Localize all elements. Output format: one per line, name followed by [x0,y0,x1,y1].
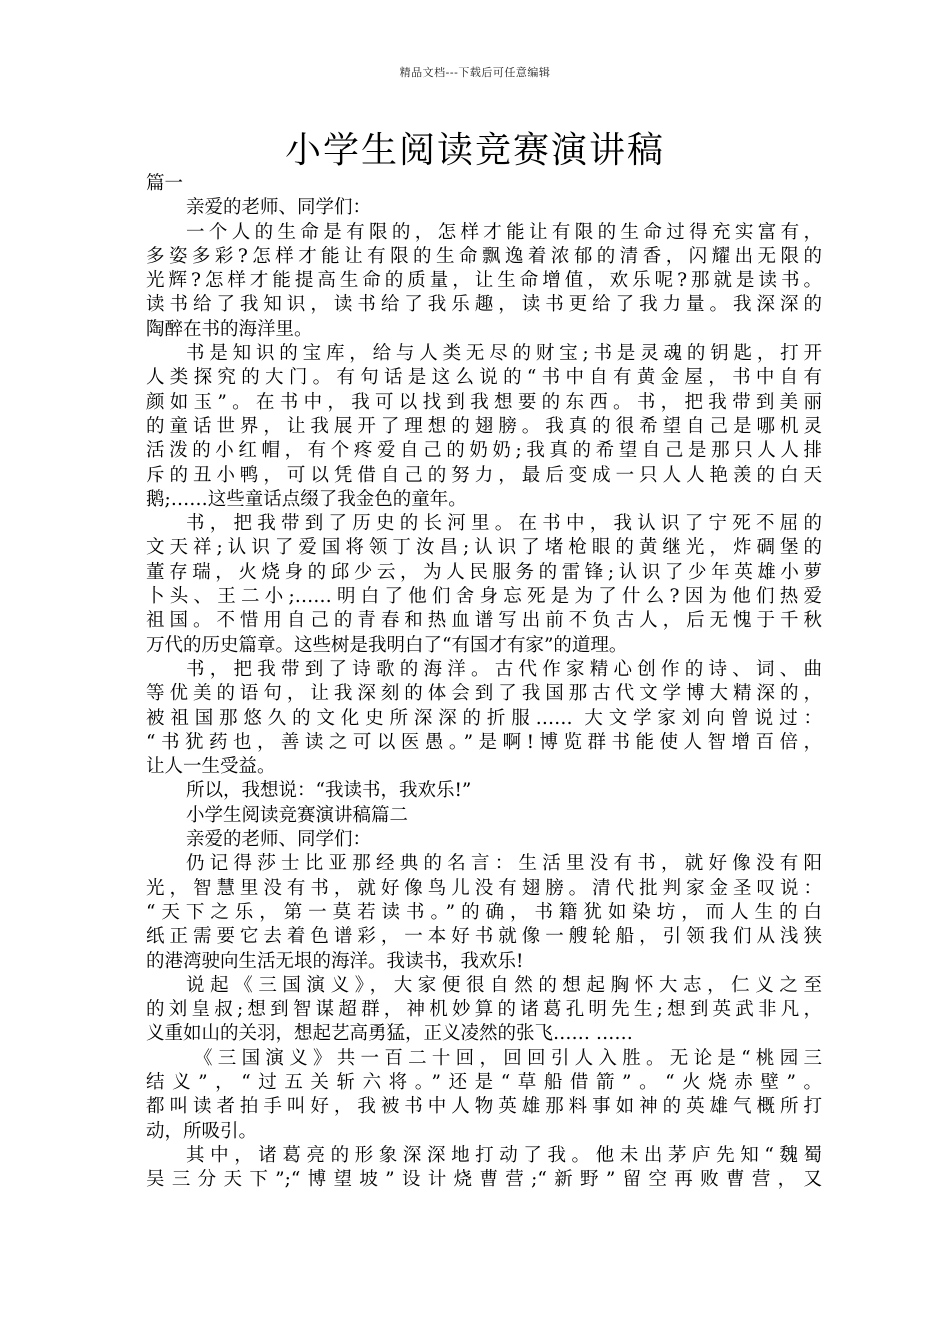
text-line: 被祖国那悠久的文化史所深深的折服…… 大文学家刘向曾说过： [146,707,822,729]
text-line: 人类探究的大门。有句话是这么说的“书中自有黄金屋，书中自有 [146,367,822,389]
text-line: 的童话世界，让我展开了理想的翅膀。我真的很希望自己是哪机灵 [146,415,822,437]
text-line: 一个人的生命是有限的，怎样才能让有限的生命过得充实富有， [186,221,822,243]
text-line: 书是知识的宝库，给与人类无尽的财宝;书是灵魂的钥匙，打开 [186,343,822,365]
text-line: “书犹药也，善读之可以医愚。”是啊!博览群书能使人智增百倍， [146,731,822,753]
text-line: 其中，诸葛亮的形象深深地打动了我。他未出茅庐先知“魏蜀 [186,1144,822,1166]
text-line: 纸正需要它去着色谱彩，一本好书就像一艘轮船，引领我们从浅狭 [146,926,822,948]
text-line: 光，智慧里没有书，就好像鸟儿没有翅膀。清代批判家金圣叹说： [146,877,822,899]
text-line: 动，所吸引。 [146,1120,258,1142]
text-line: 祖国。不惜用自己的青春和热血谱写出前不负古人，后无愧于千秋 [146,610,822,632]
text-line: 结义”，“过五关斩六将。”还是“草船借箭”。“火烧赤壁”。 [146,1071,822,1093]
document-body [146,172,822,1192]
text-line: 所以，我想说：“我读书，我欢乐!” [186,780,472,802]
text-line: 小学生阅读竞赛演讲稿篇二 [186,804,409,826]
text-line: 等优美的语句，让我深刻的体会到了我国那古代文学博大精深的， [146,683,822,705]
text-line: 光辉?怎样才能提高生命的质量，让生命增值，欢乐呢?那就是读书。 [146,270,822,292]
text-line: 活泼的小红帽，有个疼爱自己的奶奶;我真的希望自己是那只人人排 [146,440,822,462]
text-line: 亲爱的老师、同学们： [186,829,372,851]
text-line: 仍记得莎士比亚那经典的名言：生活里没有书，就好像没有阳 [186,853,822,875]
text-line: 《三国演义》共一百二十回，回回引人入胜。无论是“桃园三 [194,1047,822,1069]
text-line: 让人一生受益。 [146,756,276,778]
text-line: “天下之乐，第一莫若读书。”的确，书籍犹如染坊，而人生的白 [146,901,822,923]
text-line: 篇一 [146,173,184,194]
text-line: 义重如山的关羽，想起艺高勇猛，正义凌然的张飞…… …… [146,1023,633,1045]
text-line: 鹅;……这些童话点缀了我金色的童年。 [146,488,467,510]
text-line: 文天祥;认识了爱国将领丁汝昌;认识了堵枪眼的黄继光，炸碉堡的 [146,537,822,559]
text-line: 的港湾驶向生活无垠的海洋。我读书，我欢乐! [146,950,524,972]
text-line: 书，把我带到了诗歌的海洋。古代作家精心创作的诗、词、曲 [186,658,822,680]
text-line: 多姿多彩?怎样才能让有限的生命飘逸着浓郁的清香，闪耀出无限的 [146,245,822,267]
header-note: 精品文档---下载后可任意编辑 [399,66,551,79]
text-line: 亲爱的老师、同学们： [186,197,372,219]
text-line: 颜如玉”。在书中，我可以找到我想要的东西。书，把我带到美丽 [146,391,822,413]
text-line: 的刘皇叔;想到智谋超群，神机妙算的诸葛孔明先生;想到英武非凡， [146,999,822,1021]
text-line: 都叫读者拍手叫好，我被书中人物英雄那料事如神的英雄气概所打 [146,1096,822,1118]
text-line: 书，把我带到了历史的长河里。在书中，我认识了宁死不屈的 [186,513,822,535]
text-line: 吴三分天下”;“博望坡”设计烧曹营;“新野”留空再败曹营，又 [146,1169,822,1191]
text-line: 读书给了我知识，读书给了我乐趣，读书更给了我力量。我深深的 [146,294,822,316]
text-line: 说起《三国演义》，大家便很自然的想起胸怀大志，仁义之至 [186,974,822,996]
text-line: 卜头、王二小;……明白了他们舍身忘死是为了什么?因为他们热爱 [146,586,822,608]
document-title: 小学生阅读竞赛演讲稿 [284,130,665,171]
text-line: 陶醉在书的海洋里。 [146,318,313,340]
text-line: 董存瑞，火烧身的邱少云，为人民服务的雷锋;认识了少年英雄小萝 [146,561,822,583]
text-line: 万代的历史篇章。这些树是我明白了“有国才有家”的道理。 [146,634,628,656]
text-line: 斥的丑小鸭，可以凭借自己的努力，最后变成一只人人艳羡的白天 [146,464,822,486]
